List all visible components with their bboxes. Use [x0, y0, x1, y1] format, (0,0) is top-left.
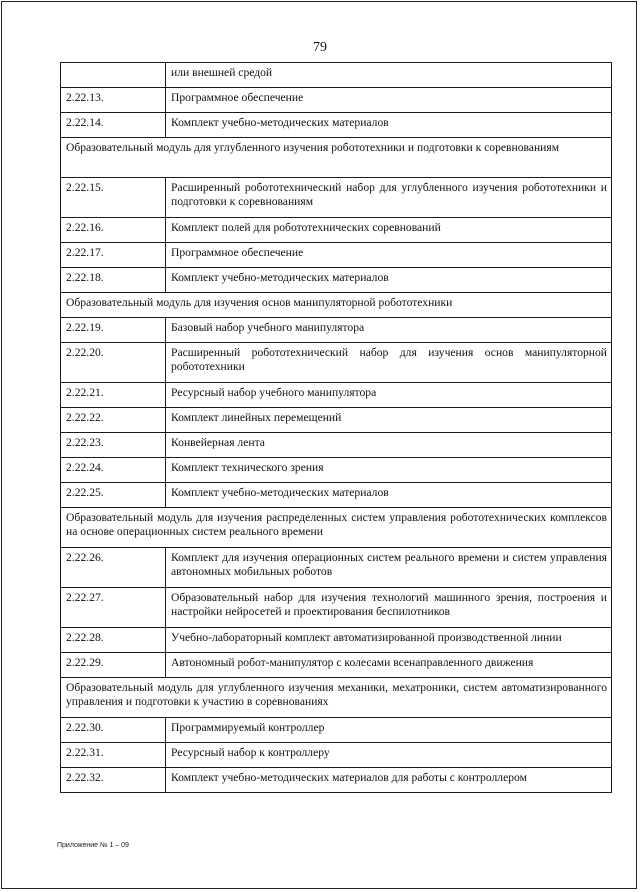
item-description: или внешней средой — [166, 63, 612, 88]
item-number: 2.22.28. — [61, 628, 166, 653]
item-description: Программное обеспечение — [166, 243, 612, 268]
item-description: Учебно-лабораторный комплект автоматизированной производственной линии — [166, 628, 612, 653]
item-description: Комплект линейных перемещений — [166, 408, 612, 433]
section-header-row — [61, 138, 612, 178]
table-row — [61, 218, 612, 243]
item-number: 2.22.20. — [61, 343, 166, 383]
section-header: Образовательный модуль для изучения основ манипуляторной робототехники — [61, 293, 612, 318]
item-number: 2.22.27. — [61, 588, 166, 628]
table-row — [61, 88, 612, 113]
table-row — [61, 113, 612, 138]
item-number: 2.22.15. — [61, 178, 166, 218]
section-header-row — [61, 293, 612, 318]
item-number: 2.22.19. — [61, 318, 166, 343]
table-row — [61, 628, 612, 653]
section-header: Образовательный модуль для углубленного изучения робототехники и подготовки к соревнованиям — [61, 138, 612, 178]
item-number: 2.22.21. — [61, 383, 166, 408]
table-row — [61, 483, 612, 508]
table-row — [61, 653, 612, 678]
item-description: Расширенный робототехнический набор для изучения основ манипуляторной робототехники — [166, 343, 612, 383]
item-number: 2.22.23. — [61, 433, 166, 458]
table-row — [61, 408, 612, 433]
item-number: 2.22.16. — [61, 218, 166, 243]
table-row — [61, 718, 612, 743]
item-number: 2.22.14. — [61, 113, 166, 138]
section-header-row — [61, 508, 612, 548]
item-description: Ресурсный набор учебного манипулятора — [166, 383, 612, 408]
item-number: 2.22.32. — [61, 768, 166, 793]
item-number: 2.22.18. — [61, 268, 166, 293]
footer-note: Приложение № 1 – 09 — [57, 842, 129, 849]
table-row — [61, 318, 612, 343]
item-description: Комплект для изучения операционных систем реального времени и систем управления автономных мобильных роботов — [166, 548, 612, 588]
item-number: 2.22.22. — [61, 408, 166, 433]
section-header-row — [61, 678, 612, 718]
page-number: 79 — [313, 40, 327, 55]
table-row — [61, 63, 612, 88]
table-row — [61, 433, 612, 458]
table-row — [61, 343, 612, 383]
item-number — [61, 63, 166, 88]
item-description: Ресурсный набор к контроллеру — [166, 743, 612, 768]
table-row — [61, 588, 612, 628]
item-description: Программное обеспечение — [166, 88, 612, 113]
item-description: Автономный робот-манипулятор с колесами всенаправленного движения — [166, 653, 612, 678]
item-description: Конвейерная лента — [166, 433, 612, 458]
item-description: Комплект учебно-методических материалов — [166, 483, 612, 508]
item-number: 2.22.30. — [61, 718, 166, 743]
item-number: 2.22.29. — [61, 653, 166, 678]
section-header: Образовательный модуль для изучения распределенных систем управления робототехнических комплексов на основе операционных систем реального времени — [61, 508, 612, 548]
item-number: 2.22.31. — [61, 743, 166, 768]
table-row — [61, 768, 612, 793]
table-row — [61, 243, 612, 268]
item-description: Базовый набор учебного манипулятора — [166, 318, 612, 343]
item-description: Расширенный робототехнический набор для углубленного изучения робототехники и подготовки к соревнованиям — [166, 178, 612, 218]
table-row — [61, 178, 612, 218]
item-number: 2.22.24. — [61, 458, 166, 483]
item-description: Комплект учебно-методических материалов для работы с контроллером — [166, 768, 612, 793]
item-description: Комплект учебно-методических материалов — [166, 268, 612, 293]
section-header: Образовательный модуль для углубленного изучения механики, мехатроники, систем автоматизированного управления и подготовки к участию в соревнованиях — [61, 678, 612, 718]
item-number: 2.22.13. — [61, 88, 166, 113]
table-row — [61, 743, 612, 768]
table-row — [61, 458, 612, 483]
item-description: Комплект технического зрения — [166, 458, 612, 483]
item-description: Образовательный набор для изучения технологий машинного зрения, построения и настройки нейросетей и проектирования беспилотников — [166, 588, 612, 628]
table-row — [61, 548, 612, 588]
equipment-table — [60, 62, 612, 793]
item-description: Комплект полей для робототехнических соревнований — [166, 218, 612, 243]
item-number: 2.22.17. — [61, 243, 166, 268]
table-row — [61, 383, 612, 408]
item-number: 2.22.25. — [61, 483, 166, 508]
item-description: Программируемый контроллер — [166, 718, 612, 743]
item-description: Комплект учебно-методических материалов — [166, 113, 612, 138]
item-number: 2.22.26. — [61, 548, 166, 588]
table-row — [61, 268, 612, 293]
